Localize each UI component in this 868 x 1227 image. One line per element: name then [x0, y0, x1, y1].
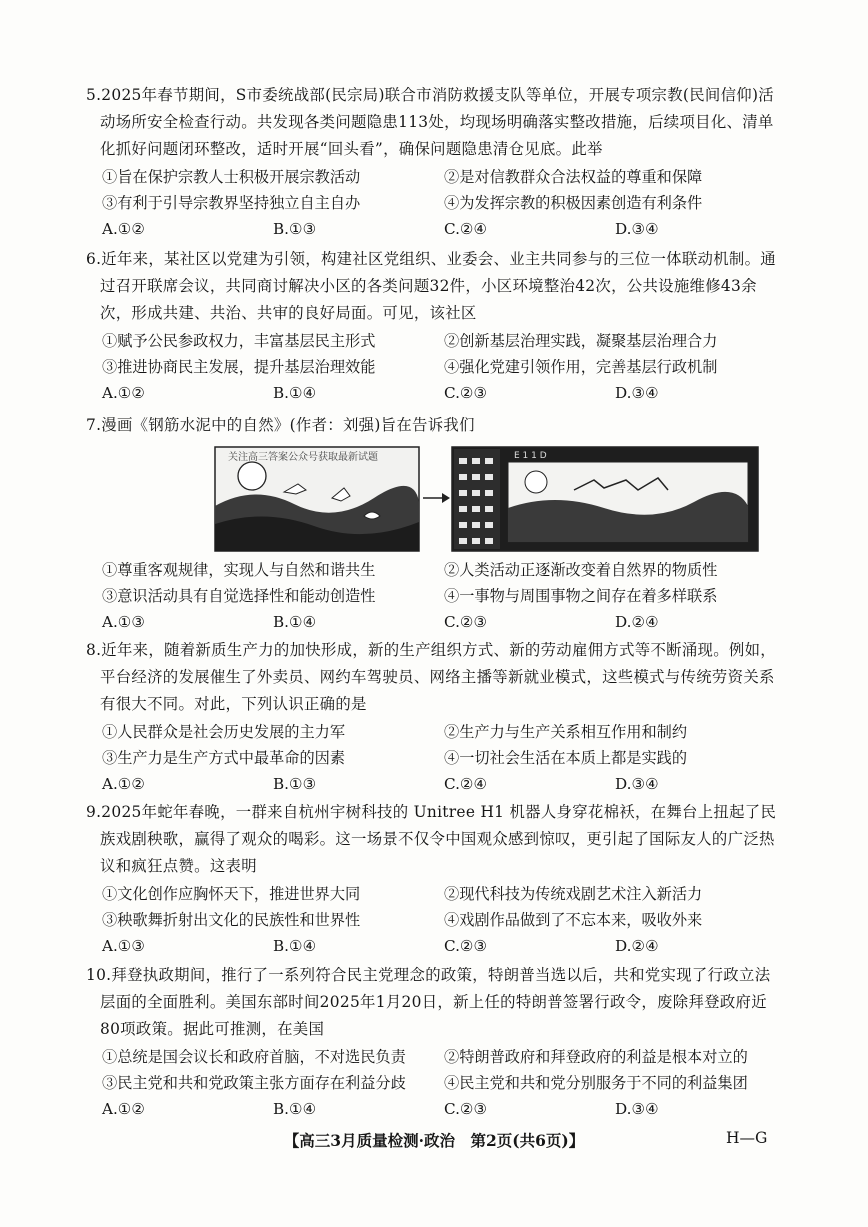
choice-b: B.①③: [273, 220, 317, 238]
choice-b: B.①④: [273, 937, 317, 955]
choice-b: B.①④: [273, 1100, 317, 1118]
choice-a: A.①③: [102, 613, 146, 631]
statement-1: ①文化创作应胸怀天下，推进世界大同: [102, 885, 361, 903]
statement-2: ②是对信教群众合法权益的尊重和保障: [444, 168, 703, 186]
question-9: [86, 799, 786, 959]
choice-d: D.③④: [615, 775, 659, 793]
statement-3: ③民主党和共和党政策主张方面存在利益分歧: [102, 1074, 406, 1092]
choice-b: B.①④: [273, 384, 317, 402]
choice-a: A.①②: [102, 775, 146, 793]
question-stem: 7.漫画《钢筋水泥中的自然》(作者：刘强)旨在告诉我们: [86, 416, 475, 434]
statement-4: ④强化党建引领作用，完善基层行政机制: [444, 358, 718, 376]
statement-4: ④一切社会生活在本质上都是实践的: [444, 749, 687, 767]
statement-2: ②人类活动正逐渐改变着自然界的物质性: [444, 561, 718, 579]
choice-c: C.②③: [444, 384, 488, 402]
question-stem: 8.近年来，随着新质生产力的加快形成，新的生产组织方式、新的劳动雇佣方式等不断涌现。例如，平台经济的发展催生了外卖员、网约车驾驶员、网络主播等新就业模式，这些模式与传统劳资关系有很大不同。对此，下列认识正确的是: [86, 641, 776, 713]
choice-a: A.①②: [102, 1100, 146, 1118]
statement-options: [102, 719, 786, 771]
answer-choices: [102, 933, 786, 959]
question-10: [86, 962, 786, 1122]
statement-options: [102, 1044, 786, 1096]
choice-c: C.②④: [444, 220, 488, 238]
statement-4: ④民主党和共和党分别服务于不同的利益集团: [444, 1074, 748, 1092]
cartoon-panel-right: [452, 447, 758, 551]
statement-1: ①尊重客观规律，实现人与自然和谐共生: [102, 561, 376, 579]
answer-choices: [102, 609, 786, 635]
choice-d: D.③④: [615, 384, 659, 402]
answer-choices: [102, 1096, 786, 1122]
choice-a: A.①③: [102, 937, 146, 955]
statement-3: ③秧歌舞折射出文化的民族性和世界性: [102, 911, 361, 929]
answer-choices: [102, 771, 786, 797]
choice-b: B.①④: [273, 613, 317, 631]
statement-2: ②创新基层治理实践，凝聚基层治理合力: [444, 332, 718, 350]
statement-1: ①赋予公民参政权力，丰富基层民主形式: [102, 332, 376, 350]
arrow-icon: [423, 493, 450, 503]
answer-choices: [102, 216, 786, 242]
question-stem: 10.拜登执政期间，推行了一系列符合民主党理念的政策，特朗普当选以后，共和党实现了行政立法层面的全面胜利。美国东部时间2025年1月20日，新上任的特朗普签署行政令，废除拜登政府近80项政策。据此可推测，在美国: [86, 966, 771, 1038]
cartoon-image: [214, 446, 760, 552]
question-8: [86, 637, 786, 797]
statement-1: ①总统是国会议长和政府首脑，不对选民负责: [102, 1048, 406, 1066]
question-7-options: [86, 557, 786, 635]
building-label: E 1 1 D: [514, 451, 547, 461]
choice-d: D.③④: [615, 220, 659, 238]
choice-c: C.②③: [444, 613, 488, 631]
choice-b: B.①③: [273, 775, 317, 793]
statement-2: ②现代科技为传统戏剧艺术注入新活力: [444, 885, 703, 903]
choice-c: C.②③: [444, 1100, 488, 1118]
statement-2: ②特朗普政府和拜登政府的利益是根本对立的: [444, 1048, 748, 1066]
statement-2: ②生产力与生产关系相互作用和制约: [444, 723, 687, 741]
statement-1: ①旨在保护宗教人士积极开展宗教活动: [102, 168, 361, 186]
page-footer: 【高三3月质量检测·政治 第2页(共6页)】: [283, 1131, 585, 1150]
question-5: [86, 82, 786, 242]
statement-4: ④为发挥宗教的积极因素创造有利条件: [444, 194, 703, 212]
statement-3: ③推进协商民主发展，提升基层治理效能: [102, 358, 376, 376]
question-stem: 5.2025年春节期间，S市委统战部(民宗局)联合市消防救援支队等单位，开展专项宗教(民间信仰)活动场所安全检查行动。共发现各类问题隐患113处，均现场明确落实整改措施，后续项目化、清单化抓好问题闭环整改，适时开展“回头看”，确保问题隐患清仓见底。此举: [86, 86, 774, 158]
statement-options: [102, 881, 786, 933]
choice-d: D.②④: [615, 937, 659, 955]
statement-3: ③意识活动具有自觉选择性和能动创造性: [102, 587, 376, 605]
statement-4: ④戏剧作品做到了不忘本来，吸收外来: [444, 911, 703, 929]
question-6: [86, 246, 786, 406]
statement-options: [102, 328, 786, 380]
statement-options: [102, 164, 786, 216]
choice-a: A.①②: [102, 220, 146, 238]
watermark-text: 关注高三答案公众号获取最新试题: [228, 452, 378, 463]
question-7: [86, 412, 786, 439]
statement-3: ③有利于引导宗教界坚持独立自主自办: [102, 194, 361, 212]
question-stem: 9.2025年蛇年春晚，一群来自杭州宇树科技的 Unitree H1 机器人身穿花棉袄，在舞台上扭起了民族戏剧秧歌，赢得了观众的喝彩。这一场景不仅令中国观众感到惊叹，更引起了国际友人的广泛热议和疯狂点赞。这表明: [86, 803, 777, 875]
choice-a: A.①②: [102, 384, 146, 402]
paper-code: H—G: [726, 1129, 768, 1147]
choice-d: D.③④: [615, 1100, 659, 1118]
cartoon-panel-left: [215, 447, 419, 551]
statement-1: ①人民群众是社会历史发展的主力军: [102, 723, 345, 741]
statement-4: ④一事物与周围事物之间存在着多样联系: [444, 587, 718, 605]
statement-3: ③生产力是生产方式中最革命的因素: [102, 749, 345, 767]
question-stem: 6.近年来，某社区以党建为引领，构建社区党组织、业委会、业主共同参与的三位一体联动机制。通过召开联席会议，共同商讨解决小区的各类问题32件，小区环境整治42次，公共设施维修43余次，形成共建、共治、共审的良好局面。可见，该社区: [86, 250, 776, 322]
statement-options: [102, 557, 786, 609]
answer-choices: [102, 380, 786, 406]
choice-d: D.②④: [615, 613, 659, 631]
choice-c: C.②③: [444, 937, 488, 955]
choice-c: C.②④: [444, 775, 488, 793]
